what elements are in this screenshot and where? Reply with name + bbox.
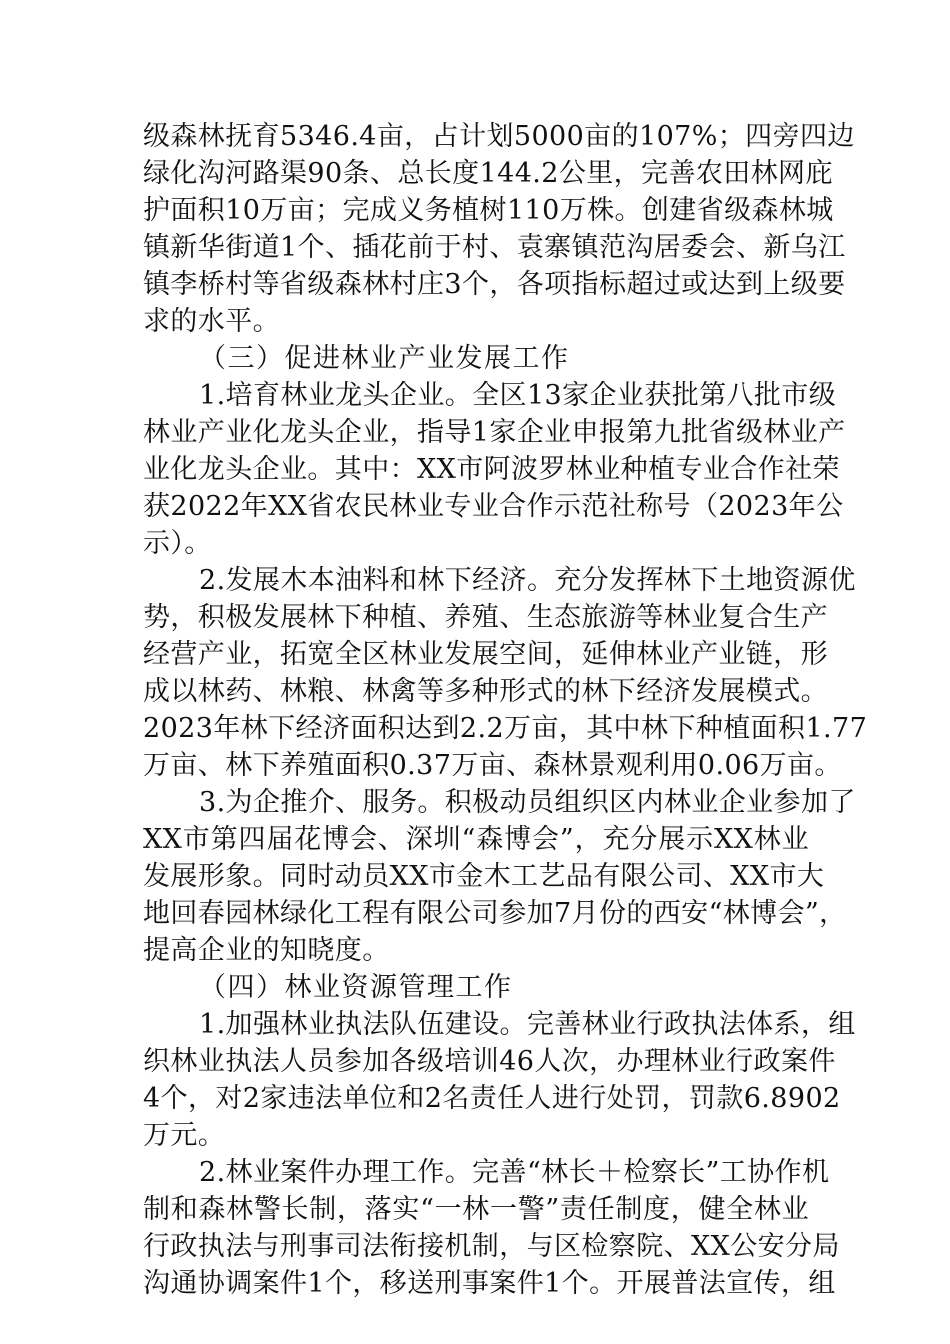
text-line: 2023年林下经济面积达到2.2万亩，其中林下种植面积1.77 <box>143 713 868 744</box>
text-line: 提高企业的知晓度。 <box>143 935 390 966</box>
text-line: 级森林抚育5346.4亩，占计划5000亩的107%；四旁四边 <box>143 121 855 152</box>
text-line: 2.林业案件办理工作。完善“林长＋检察长”工协作机 <box>199 1157 830 1188</box>
text-line: 4个，对2家违法单位和2名责任人进行处罚，罚款6.8902 <box>143 1083 841 1114</box>
text-line: 制和森林警长制，落实“一林一警”责任制度，健全林业 <box>143 1194 809 1225</box>
text-line: 3.为企推介、服务。积极动员组织区内林业企业参加了 <box>199 787 856 818</box>
text-line: 镇李桥村等省级森林村庄3个，各项指标超过或达到上级要 <box>143 269 846 300</box>
section-heading-industry: （三）促进林业产业发展工作 <box>199 343 570 374</box>
text-line: 示）。 <box>143 528 212 559</box>
text-line: 成以林药、林粮、林禽等多种形式的林下经济发展模式。 <box>143 676 828 707</box>
text-line: 求的水平。 <box>143 306 280 337</box>
text-line: 获2022年XX省农民林业专业合作示范社称号（2023年公 <box>143 491 844 522</box>
text-line: 林业产业化龙头企业，指导1家企业申报第九批省级林业产 <box>143 417 846 448</box>
text-line: 万元。 <box>143 1120 226 1151</box>
text-line: 业化龙头企业。其中：XX市阿波罗林业种植专业合作社荣 <box>143 454 840 485</box>
section-heading-resource-management: （四）林业资源管理工作 <box>199 972 513 1003</box>
text-line: 万亩、林下养殖面积0.37万亩、森林景观利用0.06万亩。 <box>143 750 842 781</box>
text-line: 2.发展木本油料和林下经济。充分发挥林下土地资源优 <box>199 565 856 596</box>
paragraph-forest-tending <box>143 118 855 340</box>
text-line: 1.培育林业龙头企业。全区13家企业获批第八批市级 <box>199 380 837 411</box>
text-line: 镇新华街道1个、插花前于村、袁寨镇范沟居委会、新乌江 <box>143 232 846 263</box>
paragraph-law-enforcement <box>143 1006 856 1154</box>
text-line: XX市第四届花博会、深圳“森博会”，充分展示XX林业 <box>143 824 809 855</box>
document-body <box>143 118 868 1302</box>
text-line: 发展形象。同时动员XX市金木工艺品有限公司、XX市大 <box>143 861 825 892</box>
text-line: 1.加强林业执法队伍建设。完善林业行政执法体系，组 <box>199 1009 856 1040</box>
paragraph-case-handling <box>143 1154 840 1302</box>
text-line: 沟通协调案件1个，移送刑事案件1个。开展普法宣传，组 <box>143 1268 836 1299</box>
text-line: 势，积极发展林下种植、养殖、生态旅游等林业复合生产 <box>143 602 828 633</box>
text-line: 行政执法与刑事司法衔接机制，与区检察院、XX公安分局 <box>143 1231 840 1262</box>
text-line: 护面积10万亩；完成义务植树110万株。创建省级森林城 <box>143 195 834 226</box>
paragraph-understory-economy <box>143 562 868 784</box>
paragraph-leading-enterprises <box>143 377 846 562</box>
text-line: 经营产业，拓宽全区林业发展空间，延伸林业产业链，形 <box>143 639 828 670</box>
text-line: 绿化沟河路渠90条、总长度144.2公里，完善农田林网庇 <box>143 158 833 189</box>
text-line: 地回春园林绿化工程有限公司参加7月份的西安“林博会”， <box>143 898 847 929</box>
paragraph-enterprise-promotion <box>143 784 856 969</box>
text-line: 织林业执法人员参加各级培训46人次，办理林业行政案件 <box>143 1046 836 1077</box>
